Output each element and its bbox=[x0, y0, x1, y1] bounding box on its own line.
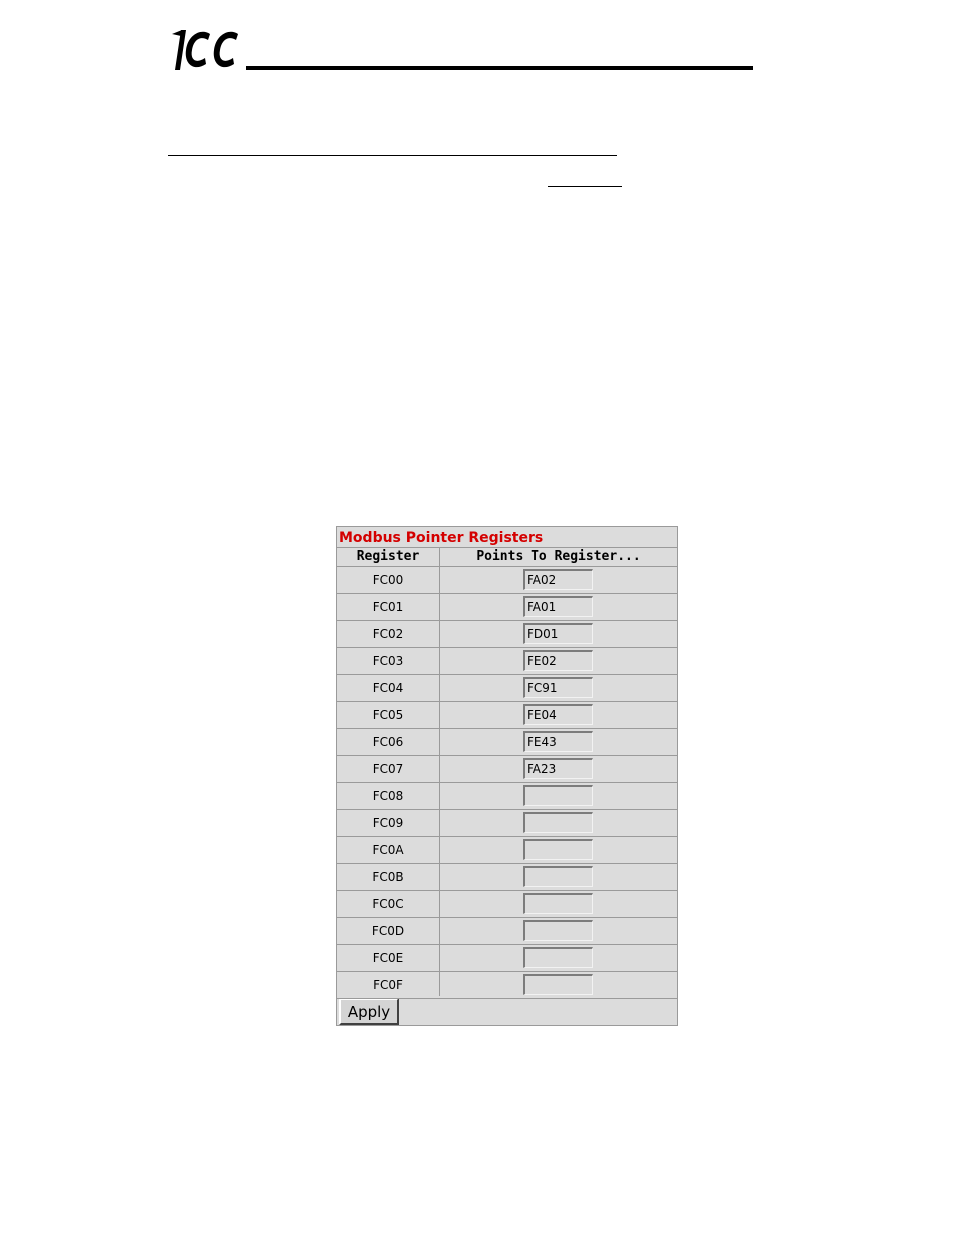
table-row bbox=[337, 621, 677, 648]
register-label: FC0B bbox=[372, 870, 404, 884]
table-row bbox=[337, 837, 677, 864]
points-to-register-input[interactable] bbox=[523, 623, 593, 644]
table-row bbox=[337, 972, 677, 999]
points-to-register-input[interactable] bbox=[523, 677, 593, 698]
grid-line bbox=[337, 998, 677, 999]
register-label: FC09 bbox=[372, 816, 404, 830]
table-row bbox=[337, 648, 677, 675]
register-label: FC05 bbox=[372, 708, 404, 722]
points-to-register-input[interactable] bbox=[523, 974, 593, 995]
points-to-register-input[interactable] bbox=[523, 893, 593, 914]
register-label: FC0A bbox=[372, 843, 404, 857]
register-label: FC04 bbox=[372, 681, 404, 695]
register-label: FC0E bbox=[372, 951, 404, 965]
grid-line bbox=[337, 647, 677, 648]
table-row bbox=[337, 918, 677, 945]
points-to-register-input[interactable] bbox=[523, 947, 593, 968]
points-to-register-input[interactable] bbox=[523, 650, 593, 671]
grid-line bbox=[337, 674, 677, 675]
modbus-pointer-registers-panel bbox=[336, 526, 678, 1026]
register-label: FC01 bbox=[372, 600, 404, 614]
table-row bbox=[337, 594, 677, 621]
grid-line bbox=[337, 944, 677, 945]
column-header-register: Register bbox=[356, 549, 420, 564]
icc-logo-icon bbox=[172, 28, 244, 72]
apply-button[interactable]: Apply bbox=[339, 998, 399, 1025]
points-to-register-input[interactable] bbox=[523, 569, 593, 590]
points-to-register-input[interactable] bbox=[523, 731, 593, 752]
grid-line bbox=[337, 728, 677, 729]
register-label: FC0C bbox=[372, 897, 404, 911]
grid-line bbox=[337, 836, 677, 837]
grid-line bbox=[337, 809, 677, 810]
points-to-register-input[interactable] bbox=[523, 839, 593, 860]
column-header-points-to: Points To Register... bbox=[476, 549, 641, 564]
table-row bbox=[337, 945, 677, 972]
column-divider bbox=[439, 548, 440, 996]
register-label: FC07 bbox=[372, 762, 404, 776]
grid-line bbox=[337, 971, 677, 972]
grid-line bbox=[337, 620, 677, 621]
register-label: FC03 bbox=[372, 654, 404, 668]
grid-line bbox=[337, 566, 677, 567]
points-to-register-input[interactable] bbox=[523, 866, 593, 887]
points-to-register-input[interactable] bbox=[523, 704, 593, 725]
register-label: FC0F bbox=[373, 978, 403, 992]
table-row bbox=[337, 756, 677, 783]
register-label: FC06 bbox=[372, 735, 404, 749]
grid-line bbox=[337, 917, 677, 918]
grid-line bbox=[337, 863, 677, 864]
panel-title: Modbus Pointer Registers bbox=[339, 530, 544, 546]
register-label: FC08 bbox=[372, 789, 404, 803]
table-row bbox=[337, 783, 677, 810]
points-to-register-input[interactable] bbox=[523, 920, 593, 941]
points-to-register-input[interactable] bbox=[523, 758, 593, 779]
register-label: FC0D bbox=[371, 924, 405, 938]
grid-line bbox=[337, 701, 677, 702]
table-row bbox=[337, 891, 677, 918]
table-row bbox=[337, 567, 677, 594]
points-to-register-input[interactable] bbox=[523, 812, 593, 833]
header-rule bbox=[246, 66, 753, 70]
points-to-register-input[interactable] bbox=[523, 596, 593, 617]
grid-line bbox=[337, 593, 677, 594]
register-label: FC02 bbox=[372, 627, 404, 641]
table-row bbox=[337, 810, 677, 837]
table-row bbox=[337, 864, 677, 891]
section-underline bbox=[168, 155, 617, 156]
grid-line bbox=[337, 755, 677, 756]
grid-line bbox=[337, 547, 677, 548]
table-row bbox=[337, 702, 677, 729]
table-row bbox=[337, 675, 677, 702]
text-underline bbox=[548, 186, 622, 187]
table-row bbox=[337, 729, 677, 756]
grid-line bbox=[337, 782, 677, 783]
points-to-register-input[interactable] bbox=[523, 785, 593, 806]
register-label: FC00 bbox=[372, 573, 404, 587]
grid-line bbox=[337, 890, 677, 891]
